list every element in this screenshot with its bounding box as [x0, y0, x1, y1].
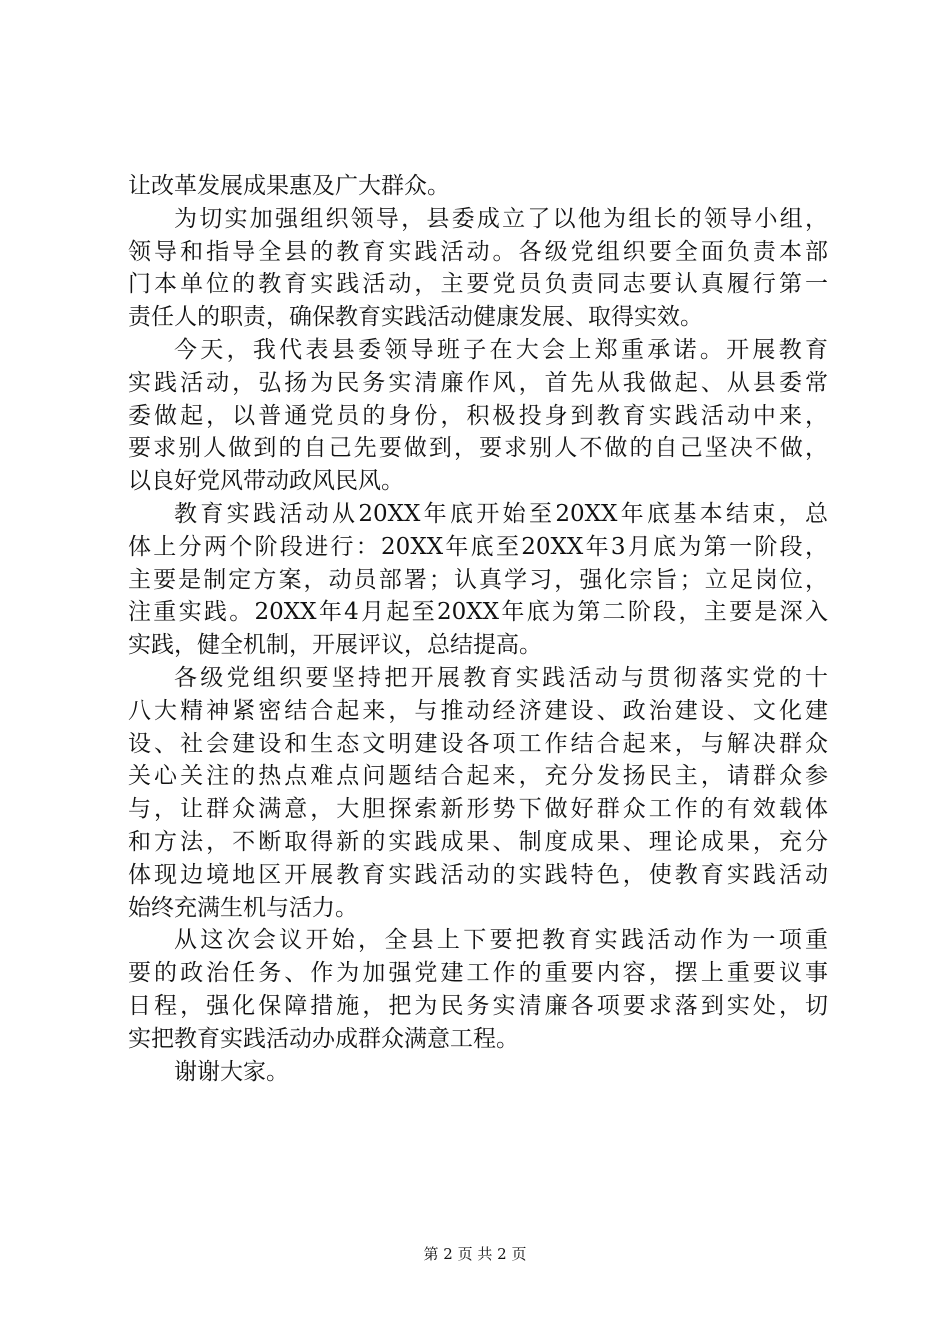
paragraph-line: 与，让群众满意，大胆探索新形势下做好群众工作的有效载体 — [128, 796, 828, 823]
paragraph-line: 实把教育实践活动办成群众满意工程。 — [128, 1025, 519, 1052]
document-body — [128, 170, 828, 1088]
paragraph-line: 关心关注的热点难点问题结合起来，充分发扬民主，请群众参 — [128, 763, 828, 790]
paragraph-line: 始终充满生机与活力。 — [128, 894, 358, 921]
paragraph-line: 体上分两个阶段进行：20XX年底至20XX年3月底为第一阶段， — [128, 533, 828, 560]
paragraph-line: 要的政治任务、作为加强党建工作的重要内容，摆上重要议事 — [128, 960, 828, 987]
paragraph-line: 实践活动，弘扬为民务实清廉作风，首先从我做起、从县委常 — [128, 369, 828, 396]
paragraph-line: 各级党组织要坚持把开展教育实践活动与贯彻落实党的十 — [174, 664, 828, 691]
paragraph-line: 为切实加强组织领导，县委成立了以他为组长的领导小组， — [174, 205, 828, 232]
closing-line: 谢谢大家。 — [174, 1058, 289, 1085]
paragraph-line: 实践，健全机制，开展评议，总结提高。 — [128, 632, 542, 659]
paragraph-line: 八大精神紧密结合起来，与推动经济建设、政治建设、文化建 — [128, 697, 828, 724]
paragraph-line: 今天，我代表县委领导班子在大会上郑重承诺。开展教育 — [174, 336, 828, 363]
paragraph-line: 从这次会议开始，全县上下要把教育实践活动作为一项重 — [174, 927, 828, 954]
paragraph-line: 委做起，以普通党员的身份，积极投身到教育实践活动中来， — [128, 402, 828, 429]
paragraph-line: 要求别人做到的自己先要做到，要求别人不做的自己坚决不做， — [128, 435, 828, 462]
paragraph-line: 门本单位的教育实践活动，主要党员负责同志要认真履行第一 — [128, 271, 828, 298]
paragraph-line: 领导和指导全县的教育实践活动。各级党组织要全面负责本部 — [128, 238, 828, 265]
paragraph-line: 主要是制定方案，动员部署；认真学习，强化宗旨；立足岗位， — [128, 566, 828, 593]
paragraph-line: 注重实践。20XX年4月起至20XX年底为第二阶段，主要是深入 — [128, 599, 828, 626]
page-footer: 第 2 页 共 2 页 — [423, 1245, 527, 1263]
paragraph-line: 和方法，不断取得新的实践成果、制度成果、理论成果，充分 — [128, 828, 828, 855]
paragraph-line: 让改革发展成果惠及广大群众。 — [128, 173, 450, 199]
paragraph-line: 教育实践活动从20XX年底开始至20XX年底基本结束，总 — [174, 500, 828, 527]
paragraph-line: 责任人的职责，确保教育实践活动健康发展、取得实效。 — [128, 304, 703, 331]
paragraph-line: 体现边境地区开展教育实践活动的实践特色，使教育实践活动 — [128, 861, 828, 888]
paragraph-line: 日程，强化保障措施，把为民务实清廉各项要求落到实处，切 — [128, 992, 828, 1019]
paragraph-line: 设、社会建设和生态文明建设各项工作结合起来，与解决群众 — [128, 730, 828, 757]
paragraph-line: 以良好党风带动政风民风。 — [128, 468, 404, 495]
